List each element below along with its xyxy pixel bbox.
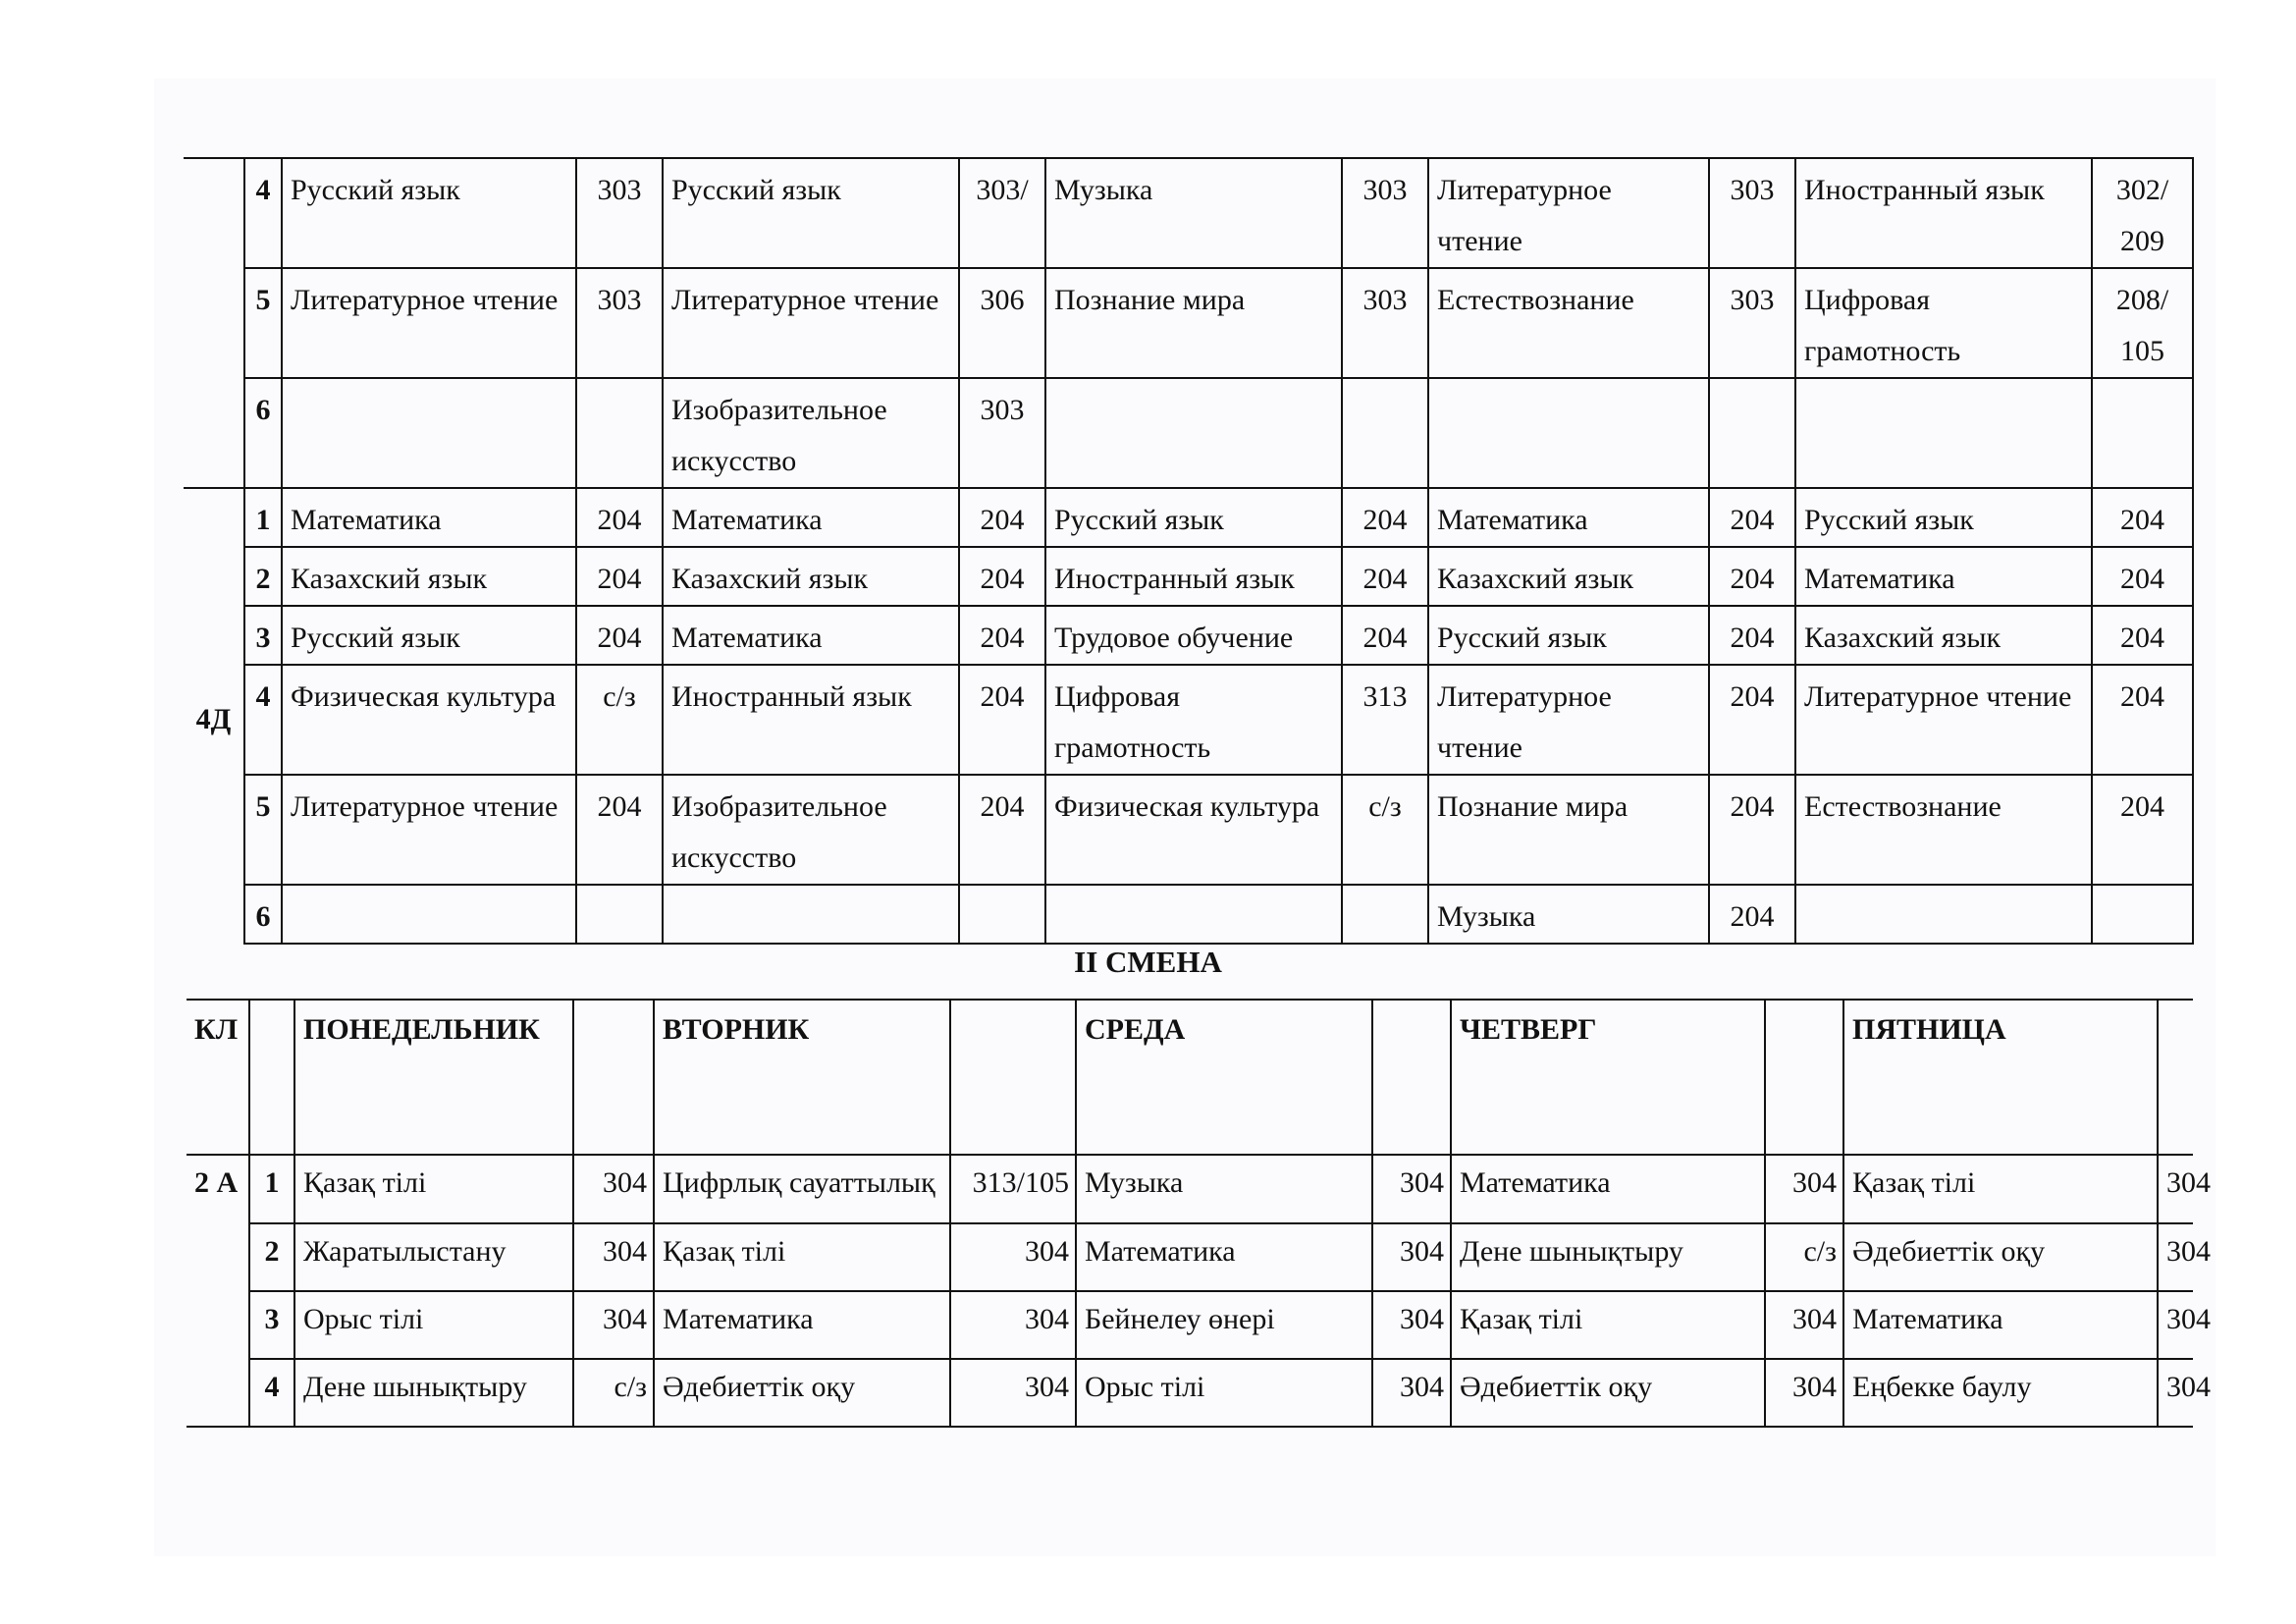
tuesday-subject: Цифрлық сауаттылық: [654, 1155, 950, 1223]
table-row: [187, 1155, 2193, 1223]
header-lesson-number: [249, 1000, 294, 1155]
thursday-subject: Естествознание: [1428, 268, 1709, 378]
wednesday-room: 303: [1342, 158, 1428, 268]
monday-subject: [282, 378, 576, 488]
thursday-room: с/з: [1765, 1223, 1843, 1291]
monday-subject: Қазақ тілі: [294, 1155, 573, 1223]
wednesday-subject: Орыс тілі: [1076, 1359, 1372, 1427]
wednesday-room: 204: [1342, 488, 1428, 547]
thursday-room: 303: [1709, 158, 1795, 268]
header-thursday-room: [1765, 1000, 1843, 1155]
tuesday-subject: Қазақ тілі: [654, 1223, 950, 1291]
monday-subject: Дене шынықтыру: [294, 1359, 573, 1427]
friday-subject: Цифровая грамотность: [1795, 268, 2092, 378]
monday-subject: Жаратылыстану: [294, 1223, 573, 1291]
header-monday-room: [573, 1000, 654, 1155]
header-class: КЛ: [187, 1000, 249, 1155]
second-shift-schedule-table: [187, 999, 2211, 1428]
wednesday-room: [1342, 378, 1428, 488]
header-row: [187, 1000, 2193, 1155]
monday-subject: Русский язык: [282, 606, 576, 665]
friday-subject: Әдебиеттік оқу: [1843, 1223, 2158, 1291]
wednesday-subject: Русский язык: [1045, 488, 1342, 547]
friday-subject: Казахский язык: [1795, 606, 2092, 665]
wednesday-subject: Познание мира: [1045, 268, 1342, 378]
thursday-room: 204: [1709, 775, 1795, 885]
lesson-number: 2: [244, 547, 282, 606]
tuesday-subject: Русский язык: [663, 158, 959, 268]
friday-subject: Қазақ тілі: [1843, 1155, 2158, 1223]
thursday-subject: Қазақ тілі: [1451, 1291, 1765, 1359]
wednesday-subject: [1045, 378, 1342, 488]
tuesday-subject: Казахский язык: [663, 547, 959, 606]
wednesday-subject: Музыка: [1076, 1155, 1372, 1223]
tuesday-room: 204: [959, 547, 1045, 606]
wednesday-subject: Математика: [1076, 1223, 1372, 1291]
monday-room: [576, 885, 663, 944]
thursday-subject: Әдебиеттік оқу: [1451, 1359, 1765, 1427]
monday-room: 304: [573, 1223, 654, 1291]
friday-room: [2092, 885, 2193, 944]
lesson-number: 5: [244, 268, 282, 378]
header-friday-room: [2158, 1000, 2193, 1155]
thursday-subject: Математика: [1428, 488, 1709, 547]
wednesday-room: 304: [1372, 1155, 1451, 1223]
lesson-number: 4: [244, 158, 282, 268]
tuesday-room: 204: [959, 665, 1045, 775]
monday-room: 204: [576, 488, 663, 547]
monday-room: 204: [576, 547, 663, 606]
tuesday-room: 303: [959, 378, 1045, 488]
class-label-2a: 2 А: [187, 1155, 249, 1427]
table-row: [184, 488, 2193, 547]
tuesday-room: 304: [950, 1223, 1076, 1291]
tuesday-subject: Изобразительное искусство: [663, 378, 959, 488]
tuesday-subject: Изобразительное искусство: [663, 775, 959, 885]
tuesday-room: 204: [959, 488, 1045, 547]
friday-subject: Естествознание: [1795, 775, 2092, 885]
thursday-subject: Познание мира: [1428, 775, 1709, 885]
friday-subject: Математика: [1843, 1291, 2158, 1359]
table-row: [187, 1359, 2193, 1427]
lesson-number: 2: [249, 1223, 294, 1291]
table-row: [184, 665, 2193, 775]
lesson-number: 4: [244, 665, 282, 775]
thursday-subject: Литературное чтение: [1428, 665, 1709, 775]
monday-subject: Казахский язык: [282, 547, 576, 606]
table-row: [184, 885, 2193, 944]
tuesday-subject: Иностранный язык: [663, 665, 959, 775]
wednesday-room: 313: [1342, 665, 1428, 775]
monday-room: с/з: [573, 1359, 654, 1427]
friday-subject: Математика: [1795, 547, 2092, 606]
friday-subject: Еңбекке баулу: [1843, 1359, 2158, 1427]
tuesday-room: 303/: [959, 158, 1045, 268]
lesson-number: 1: [249, 1155, 294, 1223]
friday-room: 208/ 105: [2092, 268, 2193, 378]
table-row: [184, 775, 2193, 885]
thursday-room: [1709, 378, 1795, 488]
class-cell-continued: [184, 158, 244, 488]
tuesday-subject: Математика: [654, 1291, 950, 1359]
wednesday-room: 304: [1372, 1223, 1451, 1291]
header-thursday: ЧЕТВЕРГ: [1451, 1000, 1765, 1155]
monday-room: 304: [573, 1291, 654, 1359]
tuesday-room: 313/105: [950, 1155, 1076, 1223]
table-row: [184, 378, 2193, 488]
tuesday-room: 306: [959, 268, 1045, 378]
lesson-number: 3: [244, 606, 282, 665]
thursday-room: 204: [1709, 547, 1795, 606]
tuesday-room: 204: [959, 606, 1045, 665]
shift-title: II СМЕНА: [1074, 945, 1222, 979]
table-row: [184, 268, 2193, 378]
table-row: [184, 547, 2193, 606]
thursday-room: 204: [1709, 606, 1795, 665]
friday-room: 304: [2158, 1155, 2193, 1223]
friday-subject: Иностранный язык: [1795, 158, 2092, 268]
wednesday-subject: Физическая культура: [1045, 775, 1342, 885]
friday-subject: Русский язык: [1795, 488, 2092, 547]
table-row: [187, 1291, 2193, 1359]
friday-subject: Литературное чтение: [1795, 665, 2092, 775]
first-shift-schedule-table: [184, 157, 2194, 945]
monday-subject: [282, 885, 576, 944]
lesson-number: 5: [244, 775, 282, 885]
table-row: [187, 1223, 2193, 1291]
wednesday-room: 304: [1372, 1291, 1451, 1359]
wednesday-subject: Бейнелеу өнері: [1076, 1291, 1372, 1359]
thursday-room: 304: [1765, 1359, 1843, 1427]
thursday-room: 204: [1709, 488, 1795, 547]
monday-room: с/з: [576, 665, 663, 775]
header-tuesday: ВТОРНИК: [654, 1000, 950, 1155]
friday-room: 204: [2092, 547, 2193, 606]
thursday-room: 303: [1709, 268, 1795, 378]
friday-room: 302/ 209: [2092, 158, 2193, 268]
monday-room: 204: [576, 606, 663, 665]
wednesday-subject: Музыка: [1045, 158, 1342, 268]
monday-subject: Русский язык: [282, 158, 576, 268]
wednesday-room: 303: [1342, 268, 1428, 378]
class-label-4d: 4Д: [184, 488, 244, 944]
header-wednesday-room: [1372, 1000, 1451, 1155]
friday-subject: [1795, 378, 2092, 488]
tuesday-subject: [663, 885, 959, 944]
friday-room: 304: [2158, 1359, 2193, 1427]
wednesday-room: 304: [1372, 1359, 1451, 1427]
friday-room: [2092, 378, 2193, 488]
friday-room: 204: [2092, 665, 2193, 775]
tuesday-room: 204: [959, 775, 1045, 885]
wednesday-room: [1342, 885, 1428, 944]
tuesday-room: 304: [950, 1291, 1076, 1359]
header-monday: ПОНЕДЕЛЬНИК: [294, 1000, 573, 1155]
lesson-number: 3: [249, 1291, 294, 1359]
monday-subject: Литературное чтение: [282, 775, 576, 885]
friday-room: 204: [2092, 606, 2193, 665]
header-tuesday-room: [950, 1000, 1076, 1155]
friday-room: 304: [2158, 1291, 2193, 1359]
thursday-subject: Дене шынықтыру: [1451, 1223, 1765, 1291]
thursday-room: 304: [1765, 1291, 1843, 1359]
monday-subject: Физическая культура: [282, 665, 576, 775]
tuesday-subject: Әдебиеттік оқу: [654, 1359, 950, 1427]
monday-subject: Орыс тілі: [294, 1291, 573, 1359]
friday-subject: [1795, 885, 2092, 944]
lesson-number: 6: [244, 378, 282, 488]
header-friday: ПЯТНИЦА: [1843, 1000, 2158, 1155]
tuesday-room: [959, 885, 1045, 944]
thursday-subject: [1428, 378, 1709, 488]
wednesday-subject: [1045, 885, 1342, 944]
lesson-number: 1: [244, 488, 282, 547]
thursday-subject: Литературное чтение: [1428, 158, 1709, 268]
table-row: [184, 606, 2193, 665]
thursday-subject: Музыка: [1428, 885, 1709, 944]
wednesday-room: 204: [1342, 606, 1428, 665]
thursday-subject: Русский язык: [1428, 606, 1709, 665]
tuesday-room: 304: [950, 1359, 1076, 1427]
monday-room: 303: [576, 268, 663, 378]
monday-subject: Литературное чтение: [282, 268, 576, 378]
friday-room: 204: [2092, 775, 2193, 885]
monday-subject: Математика: [282, 488, 576, 547]
monday-room: 304: [573, 1155, 654, 1223]
wednesday-room: 204: [1342, 547, 1428, 606]
tuesday-subject: Математика: [663, 606, 959, 665]
thursday-room: 304: [1765, 1155, 1843, 1223]
wednesday-subject: Трудовое обучение: [1045, 606, 1342, 665]
table-row: [184, 158, 2193, 268]
monday-room: [576, 378, 663, 488]
thursday-room: 204: [1709, 885, 1795, 944]
lesson-number: 4: [249, 1359, 294, 1427]
thursday-subject: Математика: [1451, 1155, 1765, 1223]
wednesday-subject: Иностранный язык: [1045, 547, 1342, 606]
wednesday-subject: Цифровая грамотность: [1045, 665, 1342, 775]
monday-room: 303: [576, 158, 663, 268]
tuesday-subject: Литературное чтение: [663, 268, 959, 378]
monday-room: 204: [576, 775, 663, 885]
wednesday-room: с/з: [1342, 775, 1428, 885]
tuesday-subject: Математика: [663, 488, 959, 547]
lesson-number: 6: [244, 885, 282, 944]
header-wednesday: СРЕДА: [1076, 1000, 1372, 1155]
thursday-room: 204: [1709, 665, 1795, 775]
friday-room: 304: [2158, 1223, 2193, 1291]
thursday-subject: Казахский язык: [1428, 547, 1709, 606]
friday-room: 204: [2092, 488, 2193, 547]
